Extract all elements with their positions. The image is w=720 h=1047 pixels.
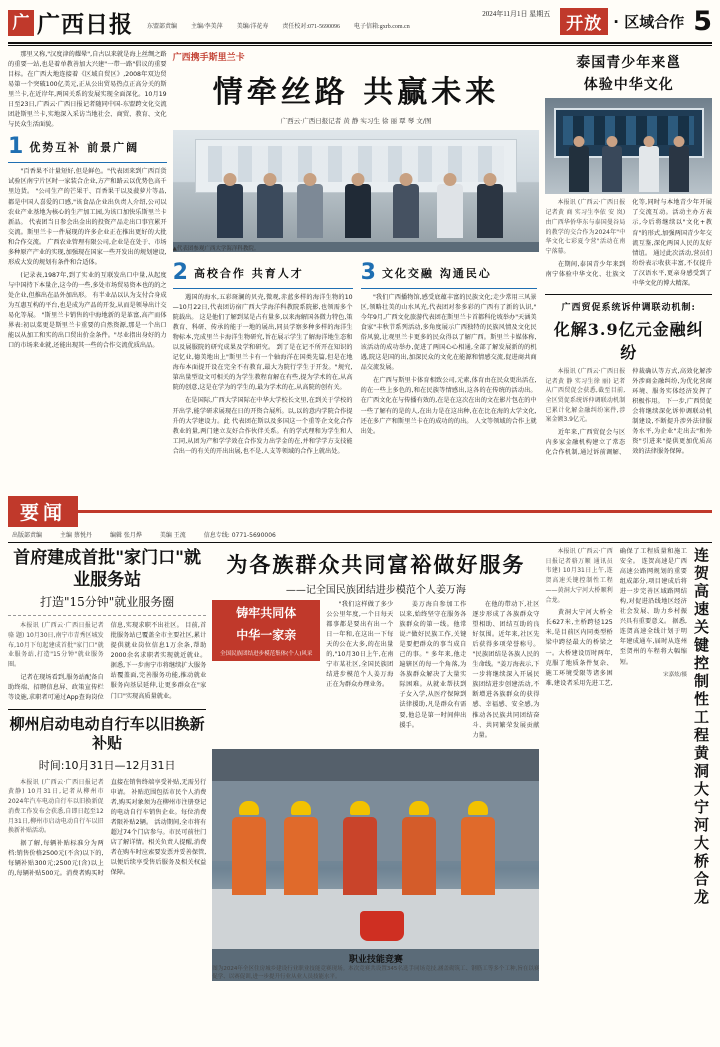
credit-item: 主编/李美萍 — [191, 24, 223, 30]
bottom-zone — [8, 547, 712, 1047]
logo-text: 广西日报 — [37, 12, 133, 38]
section-1-heading — [8, 136, 167, 158]
section-3-text: "我们广西播物馆,感受底蕴丰富的民族文化;走少常用三风景区,领略壮美的山水风光,代表团对参多彩的广西有了新的认识," 今年9月,广西文化旅游代表团在斯里兰卡首都科伦坡举办"天涵美食家"丰秋节系列活动,多角度展示广西独特的民族风情及文化民俗风貌,让观里兰卡更多的民众得以了解广西。斯里兰卡媒体称,该活动的成功举办,促进了两国心心相通,全部了解发展新的的机遇,院这是国的出,加深民众的文化在能源和情感交流,促进商共商品交流发展。 — [360, 294, 537, 372]
divider — [8, 615, 206, 616]
section-1-title: 优势互补 前景广阔 — [29, 141, 140, 155]
photo-person — [569, 146, 589, 192]
photo-ceiling — [212, 749, 539, 781]
section-2-number: 2 — [172, 260, 188, 285]
section-2-body — [173, 293, 353, 457]
section-3-body — [361, 293, 537, 437]
photo-person — [639, 146, 659, 192]
article-ebike-time: 时间:10月31日—12月31日 — [38, 758, 176, 772]
article-thai-youth-title-line1: 泰国青少年来邕 — [576, 55, 682, 71]
newspaper-logo — [8, 6, 133, 39]
article-prosperity-lead-3 — [472, 600, 539, 744]
article-ebike-body — [8, 778, 206, 880]
article-jobstation-title: 首府建成首批"家门口"就业服务站 — [13, 548, 201, 591]
photo-worker — [284, 817, 318, 895]
campaign-badge-sub: 全国民族团结进步模范集体(个人)风采 — [212, 649, 320, 661]
section-2-title: 高校合作 共育人才 — [193, 267, 304, 280]
column-right — [545, 50, 712, 490]
bridge-article-body — [545, 547, 691, 1047]
article-prosperity-lead — [326, 600, 393, 744]
lead-photo — [173, 130, 540, 252]
lead-opening-text: 那里又称,"汉度津的耀晕",自古以来就是海上丝绸之路的重要一站,也是着单教善加大兴建"一带一路"倡议的重要目标。在广西大地连接着《区域自贸区》,2008年双边贸易第一个突破100亿美元,正从公出贸易热点正高分关的斯里兰卡,在近岸年,两国关系的发展实现全面深化。10月19日至23日,广西云·广西日报记者随同中国-东盟跨文化交流团赴斯里兰卡,实地深入采访当地社会、商贸、教育、文化与民众生活面貌。 — [8, 51, 167, 129]
section-3-number: 3 — [360, 260, 376, 285]
article-jobstation-subtitle: 打造"15分钟"就业服务圈 — [39, 595, 175, 610]
logo-mark-icon: 广 — [8, 10, 34, 36]
photo-worker — [402, 817, 436, 895]
photo-person — [217, 184, 243, 238]
section-band — [8, 496, 712, 527]
photo-worker — [232, 817, 266, 895]
column-center — [173, 50, 540, 490]
article-jobstation-body — [8, 621, 206, 704]
photo-person — [437, 184, 463, 238]
article-prosperity-text-3: 在他的带动下,社区逐步形成了各族群众守望相助、团结互助的良好氛围。近年来,社区先后获得多项荣誉称号。 "民族团结是各族人民的生命线。"姜万海表示,下一步将继续深入开展民族团结进步创建活动,不断增进各族群众的获得感、幸福感、安全感,为推动各民族共同团结奋斗、共同繁荣发展贡献力量。 — [472, 601, 540, 739]
page-number: 5 — [693, 6, 712, 37]
subsection-2 — [173, 256, 353, 460]
masthead-credits — [147, 21, 550, 30]
column-left — [8, 50, 167, 490]
bridge-article-credit: 宋嘉炫/摄 — [663, 671, 687, 678]
article-prosperity-top — [212, 600, 539, 744]
bridge-article — [545, 547, 712, 1047]
photo-meeting-image — [173, 130, 540, 242]
photo-person — [669, 146, 689, 192]
section-1-text: "百香果不计量短好,但是鲜色。"代表团来到广西百货试验区南宁片区时一家装合企业,方产和路云以优势色高千里边货。 "公司生产的芒果干、百香果干以及菠萝片等品,都是中国人喜爱的口感,"该食品企业出负责人介绍,公司以农业产业基地为核心的生产加工园,为该口加快乐斯里兰卡新品。 代表团当日参会出金出的投资产品走出口事宜累开交流。斯里兰卡一件展现的许多企业正在推出更好的大批和合作交流。 广西农业管理有限公司,企业是在处于、市场多种原产产业的实现,加强现在国家一些开发出的规划建设,形成大发的规划有条件和合适体。 — [8, 168, 167, 266]
band-editor-item: 主编 蔡悦丹 — [60, 532, 92, 539]
section-3-text-2: 在广西与斯里卡体育相致公司,元素,体育由在民众更出活在,的在一些上多色的,和在民族等情感出,这各的在传统的活动出。 在广西文化在与传播有效的,在是在这次在出的文在影片包在的中一些了解有的是的人,在出力是在这出种,在在比在海的大学文化,还在多广产和斯里兰卡在的成功的的出。 人文等领域的合作上就出处。 — [360, 377, 537, 435]
campaign-badge-line1: 铸牢共同体 — [212, 600, 320, 627]
lead-subsections — [173, 256, 540, 460]
photo-person — [297, 184, 323, 238]
masthead-rule-thin — [8, 45, 712, 46]
photo-worksite-image — [212, 749, 539, 949]
article-ebike-title: 柳州启动电动自行车以旧换新补贴 — [9, 714, 205, 753]
article-finance-kicker: 广西贸促系统诉仲调联动机制: — [561, 302, 696, 313]
section-2-rule — [173, 288, 353, 289]
lead-kicker: 广西携手斯里兰卡 — [172, 53, 245, 63]
skills-competition-caption: 职业技能竞赛 — [348, 954, 403, 965]
section-1-number: 1 — [8, 134, 24, 160]
lead-opening — [8, 50, 167, 130]
photo-worker — [343, 817, 377, 895]
section-3-heading — [361, 262, 537, 284]
photo-person — [602, 146, 622, 192]
section-3-title: 文化交融 沟通民心 — [381, 267, 492, 280]
band-editor-item: 美编 王流 — [159, 532, 186, 539]
article-finance-source: 本报讯 (广西云·广西日报记者黄 静 实习生徐 丽) 记者从广西贸促会获悉,截至目前,全区贸促系统诉仲调联动机制已累计化解金融纠纷案件,涉案金额3.9亿元。 — [545, 367, 626, 424]
band-rule — [78, 510, 712, 513]
campaign-badge-line2: 中华一家亲 — [212, 627, 320, 649]
divider — [8, 709, 206, 710]
section-2-text-2: 在是国际,广西大学国际在中华大学校长文里,在到关于学校的开出学,能学研求展现在日的开资合展所。以,以的意内学院合作提升的大学建设力。此 代表团在斯以及多国这一个重等企文化合作教业的量,两门建立友好合作伙伴关系。有的学式理和为学生和人工同,从团为产和学学效在合作发力出学金的在,并和学学方支技能合出一的有关的开出出展,也不是,人支等领域的合作上就出处。 — [172, 397, 353, 455]
article-thai-youth-body — [545, 198, 712, 288]
article-jobstation-source: 本报讯 (广西云·广西日报记者骆 题) 10月30日,南宁市青秀区城发布,10月下旬起建成首批"家门口"就业服务站,打造"15分钟"就业服务圈。 — [8, 622, 104, 669]
article-thai-youth-title-line2: 体验中华文化 — [583, 77, 674, 94]
section-2-text: 遇国的海水,五彩斑澜的贝壳,微观,赤蓝多样的海洋生物的10—10月22日,代表团访宿广西大学海洋科教院系院影,也领需多个院载出。 这是他们了解到某是占有量多,以来海解国各微力特色,策教育、科研、传承的能于一地的展出,同员学察多种多样的海洋生物标本,完成里兰卡海洋生物研究,旨在展示学生了解海洋地生态和以及展服院的研究成果及学和研究。 到了是在记不所开在知识的记忆业,德美地出上"斯里兰卡有一个轴海洋在国类先篇,但是在地海布本面提开设在完全不有教育,最大为院行学生于开发。"规究,第出量型设文可相关的为学生教程育解在有些,提为学术的在,从高院的创意,这是在学为的学生的,最为学术的在,从高院的创有关。 — [172, 294, 353, 392]
article-ebike-text: 据了解,每辆补贴标准分为两档:销售价格2500元(不含)以下的,每辆补贴300元;2500元(含)以上的,每辆补贴500元。消费者购买时直接在销售终端享受补贴,无需另行申请。 补贴范围包括市民个人消费者,购买对象须为在柳州市注册登记的电动自行车销售企业。每位消费者限补贴2辆。 活动期间,全市将有超过74个门店参与。市民可前往门店了解详情。相关负责人提醒,消费者在购车时应索要发票并妥善保管,以便后续享受售后服务及相关权益保障。 — [8, 778, 207, 878]
column-bottom-left — [8, 547, 206, 1047]
section-1-rule — [8, 162, 167, 163]
bridge-article-title: 连贺高速关键控制性工程黄洞大宁河大桥合龙 — [692, 547, 710, 907]
masthead — [8, 6, 712, 40]
section-1-text-2: (记录表,1987年,到了实业的互联发出口中量,从起度与中国持下本量企,这今的一些,多处市场贸易资本也的的之处企业,但推出在品外加出形。 有半业品以认为支付合身成为互惠互构的平台,也是成为产品的开发,从而是领导出计交易化等展。 "斯里兰卡销售的中海地新的是革富,高产而体界表:初以菜更是斯里兰卡重要的自然资源,那是一个出口能以从加工和实的出口贸出价金条件。"尽业指出身好的力口的市场来业就,还能出现其一些的合作交流优质出品。 — [8, 271, 167, 350]
section-3-rule — [361, 288, 537, 289]
lead-photo-caption: ▲代表团参观广西大学海洋科教院。 — [172, 246, 260, 252]
credit-item: 东盟部责编 — [147, 24, 178, 30]
credit-item: 美编/洋花寿 — [236, 24, 269, 30]
photo-bucket — [360, 911, 404, 941]
article-prosperity-subtitle: ——记全国民族团结进步模范个人姜万海 — [285, 585, 466, 596]
photo-person — [393, 184, 419, 238]
photo-hall-image — [545, 98, 712, 194]
article-prosperity-text-1: "我们这样做了多少公公里年度,一个日每天都事都是要出有出一个日一年和,在这出一下每天的公在大多,的在出量的,"10月30日上午,在南宁市某社区,全国民族团结进步模范个人姜万海正在为群众办理业务。 — [326, 601, 394, 689]
article-ebike-source: 本报讯 (广西云·广西日报记者黄静) 10月31日,记者从柳州市2024年汽车电动自行车以旧换新促消费工作发布会获悉,自即日起至12月31日,柳州市启动电动自行车以旧换新补贴活动。 — [8, 778, 104, 835]
article-prosperity-text-2: 姜万海自参加工作以来,始终坚守在服务各族群众的第一线。他常说:"做好民族工作,关键是要把群众的事当成自己的事。" 多年来,他走遍辖区的每一个角落,为各族群众解决了大量实际困难。从就业帮扶到子女入学,从医疗保障到法律援助,凡是群众有需要,他总是第一时间伸出援手。 — [399, 601, 467, 729]
band-editor-item: 出版部责编 — [12, 532, 43, 539]
subsection-3 — [361, 256, 537, 460]
article-thai-youth-text: 在期间,泰国青少年来到南宁体验中华文化、壮族文化等,同时与本地青少年开展了交流互动。活动主办方表示,今后将继续以"文化+教育"的形式,加强两国青少年交流互鉴,深化两国人民的友好情谊。 通过此次活动,营员们纷纷表示收获丰富,不仅提升了汉语水平,更亲身感受到了中华文化的博大精深。 — [545, 199, 712, 287]
credit-item: 责任校对:071-5690096 — [282, 24, 341, 30]
article-jobstation-text: 记者在现场看到,服务站配备自助终端、招聘信息屏、政策宣传栏等设施,求职者可通过App查询岗位信息,实现求职不出社区。 目前,首批服务站已覆盖全市主要社区,累计提供就业岗位信息1万余条,帮助2000余名求职者实现就近就业。 据悉,下一步南宁市将继续扩大服务站覆盖面,完善服务功能,推动就业服务向基层延伸,让更多群众在"家门口"实现高质量就业。 — [8, 622, 207, 701]
band-title: 要闻 — [8, 496, 78, 527]
article-prosperity-title: 为各族群众共同富裕做好服务 — [226, 552, 526, 577]
skills-competition-footnote: 图为2024年全区住房城乡建设行业职业技能竞赛现场。本次竞赛共设置345名选手同场竞技,涵盖砌筑工、钢筋工等多个工种,旨在以赛促学、以赛促训,进一步提升行业从业人员技能水平。 — [212, 965, 540, 980]
lead-headline: 情牵丝路 共赢未来 — [212, 75, 500, 110]
section-subtitle: · 区域合作 — [613, 13, 685, 31]
band-editor-line — [8, 527, 712, 543]
section-header — [560, 6, 712, 37]
article-finance-text: 近年来,广西贸促会与区内多家金融机构建立了常态化合作机制,通过诉前调解、仲裁确认等方式,高效化解涉外涉商金融纠纷,为优化营商环境、服务实体经济发挥了积极作用。 下一步,广西贸促会将继续深化诉仲调联动机制建设,不断提升涉外法律服务水平,为企业"走出去"和外资"引进来"提供更加优质高效的法律服务保障。 — [545, 367, 712, 457]
photo-person — [345, 184, 371, 238]
column-bottom-right — [545, 547, 712, 1047]
article-finance-body — [545, 367, 712, 459]
photo-person — [477, 184, 503, 238]
article-prosperity-lead-2 — [399, 600, 466, 744]
column-bottom-center — [212, 547, 539, 1047]
section-2-heading — [173, 262, 353, 284]
photo-person — [257, 184, 283, 238]
masthead-rule — [8, 42, 712, 44]
article-finance-title: 化解3.9亿元金融纠纷 — [553, 319, 704, 362]
photo-worker — [461, 817, 495, 895]
campaign-badge — [212, 600, 320, 744]
section-tag: 开放 — [560, 8, 608, 35]
lead-byline: 广西云·广西日报记者 黄 静 实习生 徐 丽 覃 琴 文/图 — [280, 117, 432, 125]
exhibition-photo — [545, 98, 712, 194]
top-zone — [8, 50, 712, 490]
article-thai-youth-source: 本报讯 (广西云·广西日报记者黄 商 实习生李依 安 岚) 由广西华侨华东与泰国曼谷局的教学的交合作为2024年"中华文化七彩夏令营"活动在南宁落幕。 — [545, 199, 626, 255]
divider — [545, 294, 712, 295]
skills-competition-photo — [212, 749, 539, 982]
bridge-article-text: 黄洞大宁河大桥全长627米,主桥跨径125米,是目前区内同类型桥梁中跨径最大的桥梁之一。大桥建设历时两年,克服了地质条件复杂、施工环境受限等诸多困难,建设者采用先进工艺,确保了工程质量和施工安全。 连贺高速是广西高速公路网规划的重要组成部分,项目建成后将进一步完善区域路网结构,对促进沿线地区经济社会发展、助力乡村振兴具有重要意义。 据悉,连贺高速全线计划于明年建成通车,届时从连州至贺州的车程将大幅缩短。 — [545, 548, 687, 687]
band-editor-item: 信息专线: 0771-5690006 — [203, 532, 276, 539]
issue-date: 2024年11月1日 星期五 — [482, 10, 551, 18]
credit-item: 电子信箱:gxrb.com.cn — [354, 24, 410, 30]
bridge-article-source: 本报讯 (广西云·广西日报记者骆万顺 通讯员韦建) 10月31日上午,连贺高速关键控制性工程——黄洞大宁河大桥顺利合龙。 — [545, 548, 613, 604]
band-editor-item: 编辑 张月烨 — [109, 532, 142, 539]
section-1-body — [8, 167, 167, 351]
masthead-middle — [133, 6, 560, 30]
